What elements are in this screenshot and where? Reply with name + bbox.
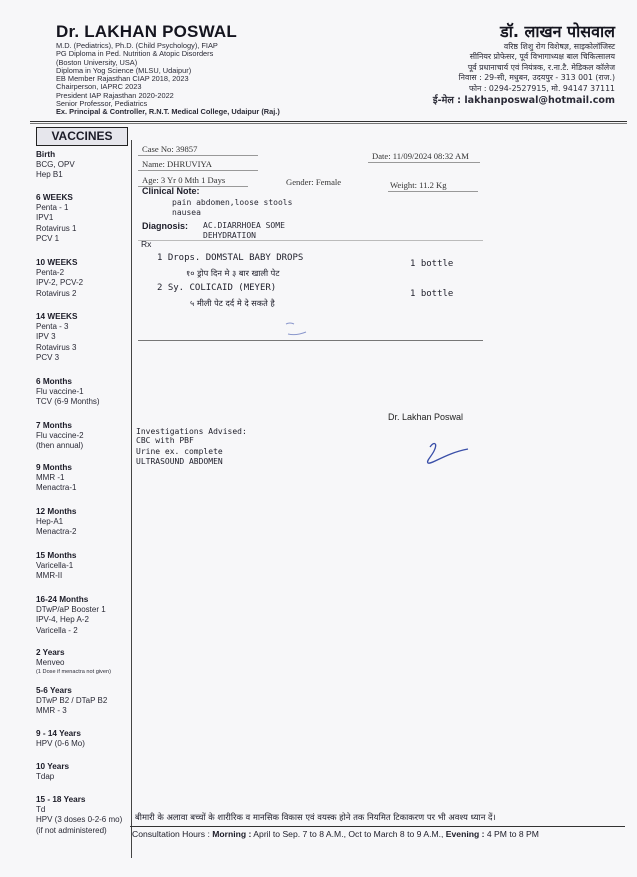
medicine-line: 2 Sy. COLICAID (MEYER): [157, 283, 277, 293]
vaccine-group: [36, 762, 136, 782]
vaccine-group: [36, 595, 136, 636]
doctor-position: Ex. Principal & Controller, R.N.T. Medical College, Udaipur (Raj.): [56, 107, 280, 117]
sidebar-divider: [131, 140, 132, 858]
rx-divider: [138, 340, 483, 341]
qualification-line: Senior Professor, Pediatrics: [56, 99, 148, 109]
medicine-quantity: 1 bottle: [410, 259, 454, 269]
case-number: Case No: 39857: [142, 144, 198, 154]
vaccine-group: [36, 150, 136, 181]
signature-name: Dr. Lakhan Poswal: [388, 412, 464, 422]
vaccine-group: [36, 729, 136, 749]
doctor-name: Dr. LAKHAN POSWAL: [56, 22, 237, 41]
email-line: ई-मेल : lakhanposwal@hotmail.com: [432, 95, 615, 107]
vaccine-group: [36, 551, 136, 582]
hindi-line: पूर्व प्रधानाचार्य एवं नियंत्रक, र.ना.टै. मेडिकल कॉलेज: [467, 62, 615, 72]
vaccine-item: Menactra-2: [36, 527, 77, 537]
diagnosis-line: AC.DIARRHOEA SOME: [203, 221, 285, 230]
vaccine-item: Tdap: [36, 772, 55, 781]
vaccine-item: IPV-4, Hep A-2: [36, 615, 89, 625]
vaccine-item: HPV (0-6 Mo): [36, 739, 85, 748]
vaccine-item: Flu vaccine-2: [36, 431, 84, 440]
vaccine-group: [36, 463, 136, 494]
vaccine-group: [36, 312, 136, 364]
vaccine-age-heading: 7 Months: [36, 421, 72, 430]
vaccine-item: HPV (3 doses 0-2-6 mo): [36, 815, 123, 825]
doctor-name-hindi: डॉ. लाखन पोसवाल: [500, 22, 615, 41]
vaccine-age-heading: 10 WEEKS: [36, 258, 78, 267]
consultation-hours: Consultation Hours : Morning : April to Sep. 7 to 8 A.M., Oct to March 8 to 9 A.M., Evening : 4 PM to 8 PM: [132, 829, 539, 839]
vaccine-item: IPV 3: [36, 332, 56, 342]
ink-mark-icon: [280, 318, 320, 340]
hindi-line: सीनियर प्रोफेसर, पूर्व विभागाध्यक्ष बाल चिकित्सालय: [469, 52, 615, 62]
doctor-header-hindi: [365, 20, 615, 107]
medicine-quantity: 1 bottle: [410, 289, 454, 299]
vaccine-item: (1 Dose if menactra not given): [36, 669, 111, 676]
vaccine-item: MMR - 3: [36, 706, 67, 716]
medicine-instruction: ५ मीली पेट दर्द मे दे सकते है: [190, 298, 275, 308]
qualification-line: President IAP Rajasthan 2020-2022: [56, 90, 174, 100]
vaccine-age-heading: 15 - 18 Years: [36, 795, 86, 804]
vaccine-item: Hep-A1: [36, 517, 64, 526]
qualification-line: PG Diploma in Ped. Nutrition & Atopic Disorders: [56, 49, 214, 59]
hindi-phone: फोन : 0294-2527915, मो. 94147 37111: [468, 83, 615, 93]
vaccine-age-heading: 12 Months: [36, 507, 77, 516]
vaccine-item: Flu vaccine-1: [36, 387, 84, 396]
vaccine-item: Menveo: [36, 658, 65, 667]
qualification-line: Chairperson, IAPRC 2023: [56, 82, 142, 92]
vaccine-item: TCV (6-9 Months): [36, 397, 100, 407]
clinical-note-label: Clinical Note:: [142, 186, 200, 196]
vaccine-age-heading: 14 WEEKS: [36, 312, 78, 321]
qualification-line: EB Member Rajasthan CIAP 2018, 2023: [56, 74, 189, 84]
vaccine-item: BCG, OPV: [36, 160, 75, 169]
vaccines-title: VACCINES: [36, 127, 128, 146]
patient-name: Name: DHRUVIYA: [142, 159, 212, 169]
vaccine-age-heading: 15 Months: [36, 551, 77, 560]
vaccine-age-heading: 5-6 Years: [36, 686, 72, 695]
investigation-item: Urine ex. complete: [136, 447, 223, 456]
clinical-note-line: nausea: [172, 208, 201, 217]
vaccine-age-heading: 9 - 14 Years: [36, 729, 81, 738]
header-divider: [30, 123, 627, 124]
doctor-header-english: [56, 22, 356, 117]
vaccine-age-heading: 2 Years: [36, 648, 65, 657]
vaccine-item: Menactra-1: [36, 483, 77, 493]
vaccine-item: Penta - 1: [36, 203, 69, 212]
vaccine-item: (then annual): [36, 441, 84, 451]
patient-weight: Weight: 11.2 Kg: [390, 180, 447, 190]
vaccine-group: [36, 377, 136, 408]
medicine-instruction: १० ड्रोप दिन मे ३ बार खाली पेट: [186, 268, 280, 278]
qualification-line: M.D. (Pediatrics), Ph.D. (Child Psychology), FIAP: [56, 41, 218, 50]
vaccine-age-heading: 9 Months: [36, 463, 72, 472]
vaccine-group: [36, 258, 136, 299]
vaccine-age-heading: Birth: [36, 150, 56, 159]
vaccine-group: [36, 421, 136, 452]
diagnosis-line: DEHYDRATION: [203, 231, 256, 240]
vaccine-group: [36, 193, 136, 245]
vaccine-item: DTwP B2 / DTaP B2: [36, 696, 108, 705]
vaccine-item: Hep B1: [36, 170, 63, 180]
patient-age: Age: 3 Yr 0 Mth 1 Days: [142, 175, 226, 185]
vaccine-age-heading: 16-24 Months: [36, 595, 89, 604]
qualification-line: Diploma in Yog Science (MLSU, Udaipur): [56, 65, 192, 75]
vaccine-item: IPV-2, PCV-2: [36, 278, 84, 288]
medicine-line: 1 Drops. DOMSTAL BABY DROPS: [157, 253, 304, 263]
signature-icon: [420, 437, 480, 465]
vaccine-age-heading: 6 Months: [36, 377, 72, 386]
qualification-line: (Boston University, USA): [56, 57, 138, 67]
vaccine-item: Varicella - 2: [36, 625, 78, 635]
hindi-address: निवास : 29-सी, मधुबन, उदयपुर - 313 001 (राज.): [458, 73, 615, 83]
vaccine-item: MMR -1: [36, 473, 65, 482]
vaccine-item: Rotavirus 2: [36, 288, 77, 298]
vaccine-group: [36, 795, 136, 836]
footer-divider: [130, 826, 625, 827]
vaccine-group: [36, 507, 136, 538]
vaccine-age-heading: 6 WEEKS: [36, 193, 73, 202]
vaccine-age-heading: 10 Years: [36, 762, 70, 771]
vaccine-item: Rotavirus 1: [36, 223, 77, 233]
footer-note-hindi: बीमारी के अलावा बच्चों के शारीरिक व मानसिक विकास एवं वयस्क होने तक नियमित टिकाकरण पर भी अवश्य ध्यान दें।: [135, 812, 496, 822]
vaccine-item: MMR-II: [36, 571, 63, 581]
diagnosis-label: Diagnosis:: [142, 221, 189, 231]
vaccine-item: (if not administered): [36, 825, 107, 835]
vaccine-group: [36, 686, 136, 717]
vaccine-item: DTwP/aP Booster 1: [36, 605, 106, 614]
investigations-label: Investigations Advised:: [136, 427, 247, 436]
vaccine-item: PCV 1: [36, 234, 60, 244]
clinical-note-line: pain abdomen,loose stools: [172, 198, 293, 207]
hindi-line: वरिष्ठ शिशु रोग विशेषज्ञ, साइकोलॉजिस्ट: [503, 42, 615, 51]
vaccine-item: Td: [36, 805, 46, 814]
rx-label: Rx: [141, 239, 152, 249]
vaccine-item: IPV1: [36, 213, 54, 223]
vaccine-item: Rotavirus 3: [36, 342, 77, 352]
vaccine-item: Penta - 3: [36, 322, 69, 331]
visit-date: Date: 11/09/2024 08:32 AM: [372, 151, 469, 161]
vaccine-item: PCV 3: [36, 353, 60, 363]
investigation-item: ULTRASOUND ABDOMEN: [136, 457, 223, 466]
vaccine-group: [36, 648, 136, 676]
vaccine-item: Penta-2: [36, 268, 65, 277]
header-divider: [30, 121, 627, 122]
investigation-item: CBC with PBF: [136, 436, 194, 445]
vaccine-item: Varicella-1: [36, 561, 74, 570]
patient-gender: Gender: Female: [286, 177, 342, 187]
